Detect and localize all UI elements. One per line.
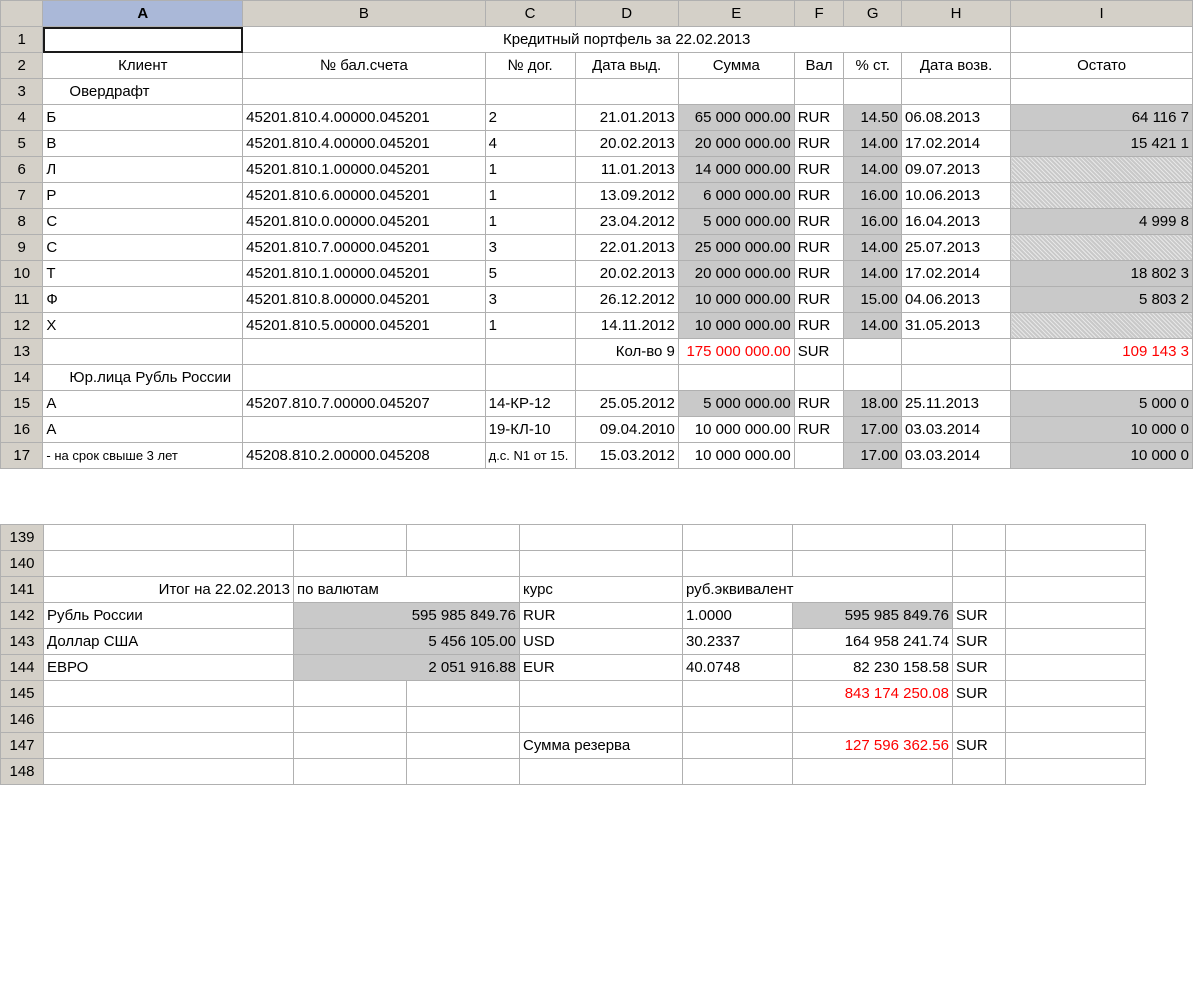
cell-rate[interactable]: 17.00 [844, 443, 902, 469]
row-header-5[interactable]: 5 [1, 131, 43, 157]
cell-A13[interactable] [43, 339, 243, 365]
cell-147-8[interactable] [1006, 733, 1146, 759]
cell-date-out[interactable]: 13.09.2012 [575, 183, 678, 209]
select-all-corner[interactable] [1, 1, 43, 27]
summary-equivalent-label: руб.эквивалент [683, 577, 953, 603]
currency-equivalent[interactable]: 164 958 241.74 [793, 629, 953, 655]
subtotal-balance: 109 143 3 [1011, 339, 1193, 365]
table-row[interactable] [1, 261, 1193, 287]
cell-contract[interactable]: 3 [485, 287, 575, 313]
cell-B13[interactable] [243, 339, 485, 365]
cell-balance[interactable]: 15 421 1 [1011, 131, 1193, 157]
row-header-140[interactable]: 140 [1, 551, 44, 577]
cell-date-out[interactable]: 09.04.2010 [575, 417, 678, 443]
row-header-7[interactable]: 7 [1, 183, 43, 209]
cell-G14[interactable] [844, 365, 902, 391]
row-header-143[interactable]: 143 [1, 629, 44, 655]
column-header-G[interactable]: G [844, 1, 902, 27]
cell-date-out[interactable]: 21.01.2013 [575, 105, 678, 131]
cell-145-2[interactable] [294, 681, 407, 707]
cell-client[interactable]: С [43, 235, 243, 261]
summary-by-currency-label: по валютам [294, 577, 520, 603]
cell-F14[interactable] [794, 365, 844, 391]
cell-balance[interactable]: 10 000 0 [1011, 443, 1193, 469]
cell-account[interactable]: 45201.810.0.00000.045201 [243, 209, 485, 235]
cell-client[interactable]: В [43, 131, 243, 157]
cell-client[interactable]: Ф [43, 287, 243, 313]
cell-date-out[interactable]: 11.01.2013 [575, 157, 678, 183]
cell-144-8[interactable] [1006, 655, 1146, 681]
table-row[interactable] [1, 417, 1193, 443]
cell-client[interactable]: Л [43, 157, 243, 183]
summary-header-row[interactable] [1, 577, 1146, 603]
currency-equivalent[interactable]: 595 985 849.76 [793, 603, 953, 629]
cell-account[interactable]: 45201.810.4.00000.045201 [243, 131, 485, 157]
worksheet-bottom-block[interactable] [0, 524, 1146, 785]
cell-140-8[interactable] [1006, 551, 1146, 577]
cell-H3[interactable] [902, 79, 1011, 105]
table-row[interactable] [1, 707, 1146, 733]
table-row[interactable] [1, 525, 1146, 551]
column-header-row[interactable] [1, 1, 1193, 27]
cell-contract[interactable]: 3 [485, 235, 575, 261]
cell-146-5[interactable] [683, 707, 793, 733]
row-header-15[interactable]: 15 [1, 391, 43, 417]
cell-account[interactable]: 45201.810.8.00000.045201 [243, 287, 485, 313]
cell-currency[interactable]: RUR [794, 209, 844, 235]
cell-148-7[interactable] [953, 759, 1006, 785]
equivalent-currency[interactable]: SUR [953, 655, 1006, 681]
cell-146-6[interactable] [793, 707, 953, 733]
table-row[interactable] [1, 759, 1146, 785]
sheet-gap [0, 469, 1193, 524]
row-header-139[interactable]: 139 [1, 525, 44, 551]
cell-C3[interactable] [485, 79, 575, 105]
currency-code[interactable]: USD [520, 629, 683, 655]
cell-G13[interactable] [844, 339, 902, 365]
cell-rate[interactable]: 16.00 [844, 183, 902, 209]
cell-client[interactable]: - на срок свыше 3 лет [43, 443, 243, 469]
cell-date-back[interactable]: 17.02.2014 [902, 261, 1011, 287]
reserve-label: Сумма резерва [520, 733, 683, 759]
table-row[interactable] [1, 157, 1193, 183]
row-header-147[interactable]: 147 [1, 733, 44, 759]
grand-total-currency: SUR [953, 681, 1006, 707]
cell-contract[interactable]: 5 [485, 261, 575, 287]
cell-currency[interactable]: RUR [794, 183, 844, 209]
cell-amount[interactable]: 20 000 000.00 [678, 131, 794, 157]
reserve-value: 127 596 362.56 [793, 733, 953, 759]
currency-equivalent[interactable]: 82 230 158.58 [793, 655, 953, 681]
cell-account[interactable]: 45201.810.6.00000.045201 [243, 183, 485, 209]
table-row[interactable] [1, 391, 1193, 417]
cell-currency[interactable] [794, 443, 844, 469]
section-title-overdraft: Овердрафт [43, 79, 243, 105]
table-row[interactable] [1, 209, 1193, 235]
cell-146-2[interactable] [294, 707, 407, 733]
cell-139-5[interactable] [683, 525, 793, 551]
equivalent-currency[interactable]: SUR [953, 629, 1006, 655]
cell-balance[interactable]: 10 000 0 [1011, 417, 1193, 443]
row-header-9[interactable]: 9 [1, 235, 43, 261]
table-row[interactable] [1, 551, 1146, 577]
cell-amount[interactable]: 20 000 000.00 [678, 261, 794, 287]
column-header-I[interactable]: I [1011, 1, 1193, 27]
cell-date-out[interactable]: 26.12.2012 [575, 287, 678, 313]
cell-E14[interactable] [678, 365, 794, 391]
row-header-12[interactable]: 12 [1, 313, 43, 339]
header-balance: Остато [1011, 53, 1193, 79]
cell-rate[interactable]: 14.50 [844, 105, 902, 131]
cell-147-2[interactable] [294, 733, 407, 759]
section-row[interactable] [1, 365, 1193, 391]
cell-amount[interactable]: 6 000 000.00 [678, 183, 794, 209]
column-header-A[interactable]: A [43, 1, 243, 27]
cell-date-back[interactable]: 06.08.2013 [902, 105, 1011, 131]
cell-139-7[interactable] [953, 525, 1006, 551]
cell-146-4[interactable] [520, 707, 683, 733]
currency-sum[interactable]: 2 051 916.88 [294, 655, 520, 681]
cell-contract[interactable]: 1 [485, 157, 575, 183]
row-header-141[interactable]: 141 [1, 577, 44, 603]
cell-I1[interactable] [1011, 27, 1193, 53]
cell-I3[interactable] [1011, 79, 1193, 105]
cell-account[interactable]: 45208.810.2.00000.045208 [243, 443, 485, 469]
cell-139-6[interactable] [793, 525, 953, 551]
summary-rate-label: курс [520, 577, 683, 603]
table-row[interactable] [1, 443, 1193, 469]
table-row[interactable] [1, 27, 1193, 53]
cell-139-3[interactable] [407, 525, 520, 551]
cell-148-4[interactable] [520, 759, 683, 785]
currency-rate[interactable]: 40.0748 [683, 655, 793, 681]
header-date-back: Дата возв. [902, 53, 1011, 79]
cell-145-4[interactable] [520, 681, 683, 707]
cell-account[interactable]: 45201.810.5.00000.045201 [243, 313, 485, 339]
row-header-148[interactable]: 148 [1, 759, 44, 785]
cell-date-out[interactable]: 22.01.2013 [575, 235, 678, 261]
cell-contract[interactable]: 1 [485, 313, 575, 339]
cell-date-back[interactable]: 03.03.2014 [902, 417, 1011, 443]
header-account: № бал.счета [243, 53, 485, 79]
cell-145-5[interactable] [683, 681, 793, 707]
cell-G3[interactable] [844, 79, 902, 105]
row-header-17[interactable]: 17 [1, 443, 43, 469]
column-header-F[interactable]: F [794, 1, 844, 27]
row-header-13[interactable]: 13 [1, 339, 43, 365]
table-row[interactable] [1, 287, 1193, 313]
cell-rate[interactable]: 18.00 [844, 391, 902, 417]
cell-141-8[interactable] [1006, 577, 1146, 603]
cell-client[interactable]: А [43, 417, 243, 443]
currency-rate[interactable]: 30.2337 [683, 629, 793, 655]
cell-145-8[interactable] [1006, 681, 1146, 707]
cell-rate[interactable]: 17.00 [844, 417, 902, 443]
cell-rate[interactable]: 14.00 [844, 235, 902, 261]
column-header-C[interactable]: C [485, 1, 575, 27]
row-header-8[interactable]: 8 [1, 209, 43, 235]
cell-date-out[interactable]: 23.04.2012 [575, 209, 678, 235]
row-header-3[interactable]: 3 [1, 79, 43, 105]
cell-147-1[interactable] [44, 733, 294, 759]
cell-147-5[interactable] [683, 733, 793, 759]
cell-rate[interactable]: 14.00 [844, 157, 902, 183]
column-header-H[interactable]: H [902, 1, 1011, 27]
cell-contract[interactable]: 1 [485, 209, 575, 235]
column-header-B[interactable]: B [243, 1, 485, 27]
cell-147-3[interactable] [407, 733, 520, 759]
header-contract: № дог. [485, 53, 575, 79]
section-row[interactable] [1, 79, 1193, 105]
cell-balance[interactable]: 5 803 2 [1011, 287, 1193, 313]
cell-balance[interactable] [1011, 235, 1193, 261]
cell-balance[interactable] [1011, 313, 1193, 339]
cell-H14[interactable] [902, 365, 1011, 391]
cell-amount[interactable]: 25 000 000.00 [678, 235, 794, 261]
cell-D3[interactable] [575, 79, 678, 105]
table-row[interactable] [1, 629, 1146, 655]
cell-date-back[interactable]: 31.05.2013 [902, 313, 1011, 339]
cell-H13[interactable] [902, 339, 1011, 365]
header-amount: Сумма [678, 53, 794, 79]
grand-total-value: 843 174 250.08 [793, 681, 953, 707]
cell-143-8[interactable] [1006, 629, 1146, 655]
cell-date-back[interactable]: 25.07.2013 [902, 235, 1011, 261]
subtotal-row[interactable] [1, 339, 1193, 365]
cell-D14[interactable] [575, 365, 678, 391]
table-row[interactable] [1, 105, 1193, 131]
currency-sum[interactable]: 5 456 105.00 [294, 629, 520, 655]
header-date-out: Дата выд. [575, 53, 678, 79]
cell-rate[interactable]: 16.00 [844, 209, 902, 235]
cell-amount[interactable]: 65 000 000.00 [678, 105, 794, 131]
cell-client[interactable]: Т [43, 261, 243, 287]
cell-contract[interactable]: 4 [485, 131, 575, 157]
currency-code[interactable]: EUR [520, 655, 683, 681]
cell-146-1[interactable] [44, 707, 294, 733]
row-header-11[interactable]: 11 [1, 287, 43, 313]
row-header-142[interactable]: 142 [1, 603, 44, 629]
cell-139-4[interactable] [520, 525, 683, 551]
cell-account[interactable]: 45201.810.7.00000.045201 [243, 235, 485, 261]
cell-client[interactable]: Х [43, 313, 243, 339]
row-header-16[interactable]: 16 [1, 417, 43, 443]
cell-amount[interactable]: 10 000 000.00 [678, 313, 794, 339]
total-row[interactable] [1, 681, 1146, 707]
cell-balance[interactable] [1011, 183, 1193, 209]
cell-amount[interactable]: 10 000 000.00 [678, 443, 794, 469]
row-header-1[interactable]: 1 [1, 27, 43, 53]
cell-date-back[interactable]: 03.03.2014 [902, 443, 1011, 469]
cell-140-1[interactable] [44, 551, 294, 577]
cell-146-3[interactable] [407, 707, 520, 733]
cell-client[interactable]: Р [43, 183, 243, 209]
table-row[interactable] [1, 603, 1146, 629]
cell-contract[interactable]: 14-КР-12 [485, 391, 575, 417]
row-header-144[interactable]: 144 [1, 655, 44, 681]
table-row[interactable] [1, 655, 1146, 681]
subtotal-currency: SUR [794, 339, 844, 365]
reserve-row[interactable] [1, 733, 1146, 759]
cell-rate[interactable]: 14.00 [844, 313, 902, 339]
row-header-14[interactable]: 14 [1, 365, 43, 391]
cell-amount[interactable]: 5 000 000.00 [678, 209, 794, 235]
cell-client[interactable]: Б [43, 105, 243, 131]
cell-date-back[interactable]: 17.02.2014 [902, 131, 1011, 157]
table-row[interactable] [1, 131, 1193, 157]
cell-balance[interactable] [1011, 157, 1193, 183]
cell-date-back[interactable]: 04.06.2013 [902, 287, 1011, 313]
currency-code[interactable]: RUR [520, 603, 683, 629]
cell-amount[interactable]: 5 000 000.00 [678, 391, 794, 417]
cell-140-7[interactable] [953, 551, 1006, 577]
cell-balance[interactable]: 64 116 7 [1011, 105, 1193, 131]
cell-140-3[interactable] [407, 551, 520, 577]
header-client: Клиент [43, 53, 243, 79]
cell-146-8[interactable] [1006, 707, 1146, 733]
header-rate: % ст. [844, 53, 902, 79]
cell-account[interactable]: 45201.810.4.00000.045201 [243, 105, 485, 131]
cell-148-5[interactable] [683, 759, 793, 785]
cell-balance[interactable]: 18 802 3 [1011, 261, 1193, 287]
cell-account[interactable]: 45207.810.7.00000.045207 [243, 391, 485, 417]
cell-140-4[interactable] [520, 551, 683, 577]
currency-name[interactable]: Доллар США [44, 629, 294, 655]
currency-rate[interactable]: 1.0000 [683, 603, 793, 629]
cell-balance[interactable]: 4 999 8 [1011, 209, 1193, 235]
cell-date-out[interactable]: 20.02.2013 [575, 131, 678, 157]
cell-client[interactable]: С [43, 209, 243, 235]
cell-rate[interactable]: 14.00 [844, 131, 902, 157]
cell-141-7[interactable] [953, 577, 1006, 603]
cell-contract[interactable]: 19-КЛ-10 [485, 417, 575, 443]
cell-amount[interactable]: 10 000 000.00 [678, 417, 794, 443]
cell-date-out[interactable]: 25.05.2012 [575, 391, 678, 417]
subtotal-count: Кол-во 9 [575, 339, 678, 365]
currency-name[interactable]: ЕВРО [44, 655, 294, 681]
cell-amount[interactable]: 10 000 000.00 [678, 287, 794, 313]
row-header-145[interactable]: 145 [1, 681, 44, 707]
report-title: Кредитный портфель за 22.02.2013 [243, 27, 1011, 53]
cell-142-8[interactable] [1006, 603, 1146, 629]
cell-139-8[interactable] [1006, 525, 1146, 551]
cell-F3[interactable] [794, 79, 844, 105]
cell-currency[interactable]: RUR [794, 287, 844, 313]
cell-148-1[interactable] [44, 759, 294, 785]
cell-contract[interactable]: 2 [485, 105, 575, 131]
cell-rate[interactable]: 15.00 [844, 287, 902, 313]
cell-currency[interactable]: RUR [794, 235, 844, 261]
cell-amount[interactable]: 14 000 000.00 [678, 157, 794, 183]
cell-currency[interactable]: RUR [794, 157, 844, 183]
cell-140-6[interactable] [793, 551, 953, 577]
header-currency: Вал [794, 53, 844, 79]
cell-balance[interactable]: 5 000 0 [1011, 391, 1193, 417]
cell-currency[interactable]: RUR [794, 261, 844, 287]
cell-140-2[interactable] [294, 551, 407, 577]
cell-account[interactable]: 45201.810.1.00000.045201 [243, 157, 485, 183]
row-header-146[interactable]: 146 [1, 707, 44, 733]
worksheet-top-block[interactable] [0, 0, 1193, 469]
row-header-2[interactable]: 2 [1, 53, 43, 79]
cell-date-out[interactable]: 20.02.2013 [575, 261, 678, 287]
cell-contract[interactable]: 1 [485, 183, 575, 209]
table-row[interactable] [1, 183, 1193, 209]
cell-139-2[interactable] [294, 525, 407, 551]
column-header-E[interactable]: E [678, 1, 794, 27]
row-header-10[interactable]: 10 [1, 261, 43, 287]
cell-140-5[interactable] [683, 551, 793, 577]
cell-C13[interactable] [485, 339, 575, 365]
table-row[interactable] [1, 313, 1193, 339]
cell-A1[interactable] [43, 27, 243, 53]
subtotal-amount: 175 000 000.00 [678, 339, 794, 365]
cell-date-back[interactable]: 09.07.2013 [902, 157, 1011, 183]
cell-date-back[interactable]: 16.04.2013 [902, 209, 1011, 235]
cell-145-3[interactable] [407, 681, 520, 707]
cell-C14[interactable] [485, 365, 575, 391]
cell-client[interactable]: А [43, 391, 243, 417]
cell-148-8[interactable] [1006, 759, 1146, 785]
table-header-row[interactable] [1, 53, 1193, 79]
cell-currency[interactable]: RUR [794, 391, 844, 417]
table-row[interactable] [1, 235, 1193, 261]
currency-name[interactable]: Рубль России [44, 603, 294, 629]
section-title-legal: Юр.лица Рубль России [43, 365, 243, 391]
cell-account[interactable]: 45201.810.1.00000.045201 [243, 261, 485, 287]
equivalent-currency[interactable]: SUR [953, 603, 1006, 629]
cell-B14[interactable] [243, 365, 485, 391]
row-header-6[interactable]: 6 [1, 157, 43, 183]
cell-148-6[interactable] [793, 759, 953, 785]
cell-account[interactable] [243, 417, 485, 443]
cell-currency[interactable]: RUR [794, 313, 844, 339]
cell-date-out[interactable]: 15.03.2012 [575, 443, 678, 469]
row-header-4[interactable]: 4 [1, 105, 43, 131]
cell-B3[interactable] [243, 79, 485, 105]
cell-E3[interactable] [678, 79, 794, 105]
cell-currency[interactable]: RUR [794, 105, 844, 131]
summary-title: Итог на 22.02.2013 [44, 577, 294, 603]
cell-139-1[interactable] [44, 525, 294, 551]
cell-contract[interactable]: д.с. N1 от 15. [485, 443, 575, 469]
cell-date-back[interactable]: 25.11.2013 [902, 391, 1011, 417]
cell-currency[interactable]: RUR [794, 417, 844, 443]
currency-sum[interactable]: 595 985 849.76 [294, 603, 520, 629]
reserve-currency: SUR [953, 733, 1006, 759]
cell-I14[interactable] [1011, 365, 1193, 391]
cell-148-3[interactable] [407, 759, 520, 785]
cell-148-2[interactable] [294, 759, 407, 785]
cell-date-back[interactable]: 10.06.2013 [902, 183, 1011, 209]
cell-146-7[interactable] [953, 707, 1006, 733]
cell-currency[interactable]: RUR [794, 131, 844, 157]
cell-145-1[interactable] [44, 681, 294, 707]
cell-rate[interactable]: 14.00 [844, 261, 902, 287]
cell-date-out[interactable]: 14.11.2012 [575, 313, 678, 339]
column-header-D[interactable]: D [575, 1, 678, 27]
